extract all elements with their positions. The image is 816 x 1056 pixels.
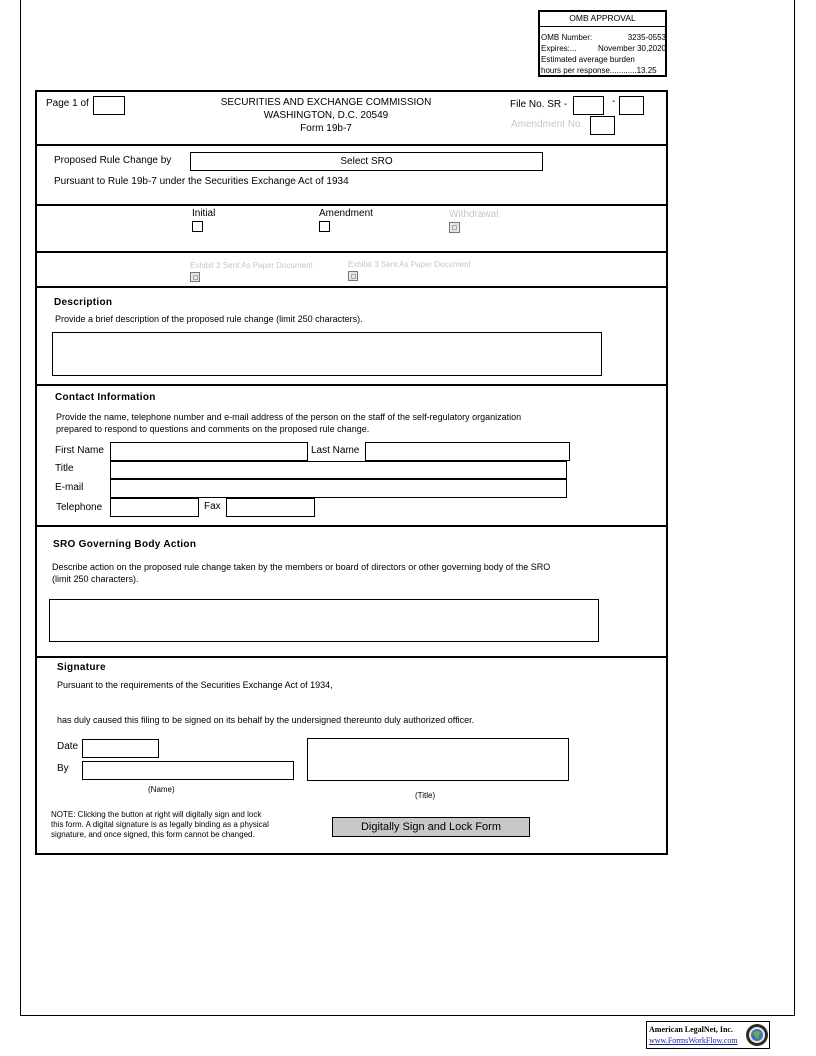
email-label: E-mail — [55, 482, 84, 493]
description-textarea[interactable] — [52, 332, 602, 376]
first-name-input[interactable] — [110, 442, 308, 461]
title-caption: (Title) — [415, 791, 436, 800]
file-no-dash: - — [612, 96, 616, 107]
signature-caused-text: has duly caused this filing to be signed on its behalf by the undersigned thereunto duly authorized officer. — [57, 715, 475, 725]
section-divider — [36, 251, 667, 253]
omb-divider — [540, 26, 665, 27]
contact-instructions-line1: Provide the name, telephone number and e-mail address of the person on the staff of the self-regulatory organization — [56, 412, 522, 422]
omb-burden-line2: hours per response............13.25 — [541, 66, 657, 75]
name-caption: (Name) — [148, 785, 175, 794]
note-line2: this form. A digital signature is as legally binding as a physical — [51, 820, 269, 829]
globe-logo-icon — [745, 1023, 769, 1047]
amendment-no-label: Amendment No. — [511, 119, 584, 130]
omb-burden-line1: Estimated average burden — [541, 55, 635, 64]
description-heading: Description — [54, 297, 113, 308]
email-input[interactable] — [110, 479, 567, 498]
file-no-input-2[interactable] — [619, 96, 644, 115]
section-divider — [36, 204, 667, 206]
section-divider — [36, 384, 667, 386]
section-divider — [36, 656, 667, 658]
governing-heading: SRO Governing Body Action — [53, 539, 197, 550]
omb-number-label: OMB Number: — [541, 33, 593, 42]
pursuant-rule-text: Pursuant to Rule 19b-7 under the Securities Exchange Act of 1934 — [54, 176, 349, 187]
amendment-no-input[interactable] — [590, 116, 615, 135]
file-no-input-1[interactable] — [573, 96, 604, 115]
title-signature-input[interactable] — [307, 738, 569, 781]
section-divider — [36, 525, 667, 527]
contact-heading: Contact Information — [55, 392, 156, 403]
omb-approval-box — [538, 10, 667, 77]
page-count-input[interactable] — [93, 96, 125, 115]
withdrawal-label: Withdrawal — [449, 209, 499, 220]
description-instructions: Provide a brief description of the proposed rule change (limit 250 characters). — [55, 314, 363, 324]
agency-name: SECURITIES AND EXCHANGE COMMISSION — [220, 97, 432, 108]
first-name-label: First Name — [55, 445, 104, 456]
contact-instructions-line2: prepared to respond to questions and comments on the proposed rule change. — [56, 424, 370, 434]
date-label: Date — [57, 741, 79, 752]
proposed-by-label: Proposed Rule Change by — [54, 155, 172, 166]
governing-instructions-line2: (limit 250 characters). — [52, 574, 139, 584]
telephone-label: Telephone — [56, 502, 103, 513]
omb-expires-row — [541, 44, 666, 53]
page-label: Page 1 of — [46, 98, 89, 109]
initial-checkbox[interactable] — [192, 221, 203, 232]
omb-number-value: 3235-0553 — [627, 33, 666, 42]
form-name: Form 19b-7 — [300, 123, 352, 134]
exhibit3-checkbox[interactable] — [348, 271, 358, 281]
section-divider — [36, 286, 667, 288]
agency-address: WASHINGTON, D.C. 20549 — [263, 110, 389, 121]
file-no-label: File No. SR - — [510, 99, 568, 110]
omb-number-row — [541, 33, 666, 42]
governing-textarea[interactable] — [49, 599, 599, 642]
logo-company-name: American LegalNet, Inc. — [649, 1025, 733, 1034]
signature-pursuant-text: Pursuant to the requirements of the Securities Exchange Act of 1934, — [57, 680, 333, 690]
fax-input[interactable] — [226, 498, 315, 517]
fax-label: Fax — [204, 501, 221, 512]
title-input[interactable] — [110, 461, 567, 479]
telephone-input[interactable] — [110, 498, 199, 517]
omb-title: OMB APPROVAL — [569, 13, 636, 23]
name-input[interactable] — [82, 761, 294, 780]
omb-expires-value: November 30,2020 — [597, 44, 666, 53]
exhibit3-label: Exhibit 3 Sent As Paper Document — [348, 260, 471, 269]
date-input[interactable] — [82, 739, 159, 758]
omb-expires-label: Expires:... — [541, 44, 577, 53]
exhibit2-checkbox[interactable] — [190, 272, 200, 282]
note-line1: NOTE: Clicking the button at right will digitally sign and lock — [51, 810, 262, 819]
governing-instructions-line1: Describe action on the proposed rule change taken by the members or board of directors or other governing body of the SRO — [52, 562, 551, 572]
last-name-label: Last Name — [311, 445, 360, 456]
sro-select[interactable]: Select SRO — [190, 152, 543, 171]
section-divider — [36, 144, 667, 146]
signature-heading: Signature — [57, 662, 106, 673]
amendment-checkbox[interactable] — [319, 221, 330, 232]
title-label: Title — [55, 463, 74, 474]
digitally-sign-button[interactable]: Digitally Sign and Lock Form — [332, 817, 530, 837]
note-line3: signature, and once signed, this form cannot be changed. — [51, 830, 255, 839]
withdrawal-checkbox[interactable] — [449, 222, 460, 233]
amendment-label: Amendment — [319, 208, 373, 219]
by-label: By — [57, 763, 69, 774]
logo-url-link[interactable]: www.FormsWorkFlow.com — [649, 1036, 738, 1045]
last-name-input[interactable] — [365, 442, 570, 461]
exhibit2-label: Exhibit 2 Sent As Paper Document — [190, 261, 313, 270]
initial-label: Initial — [192, 208, 216, 219]
footer-logo[interactable] — [646, 1021, 770, 1049]
